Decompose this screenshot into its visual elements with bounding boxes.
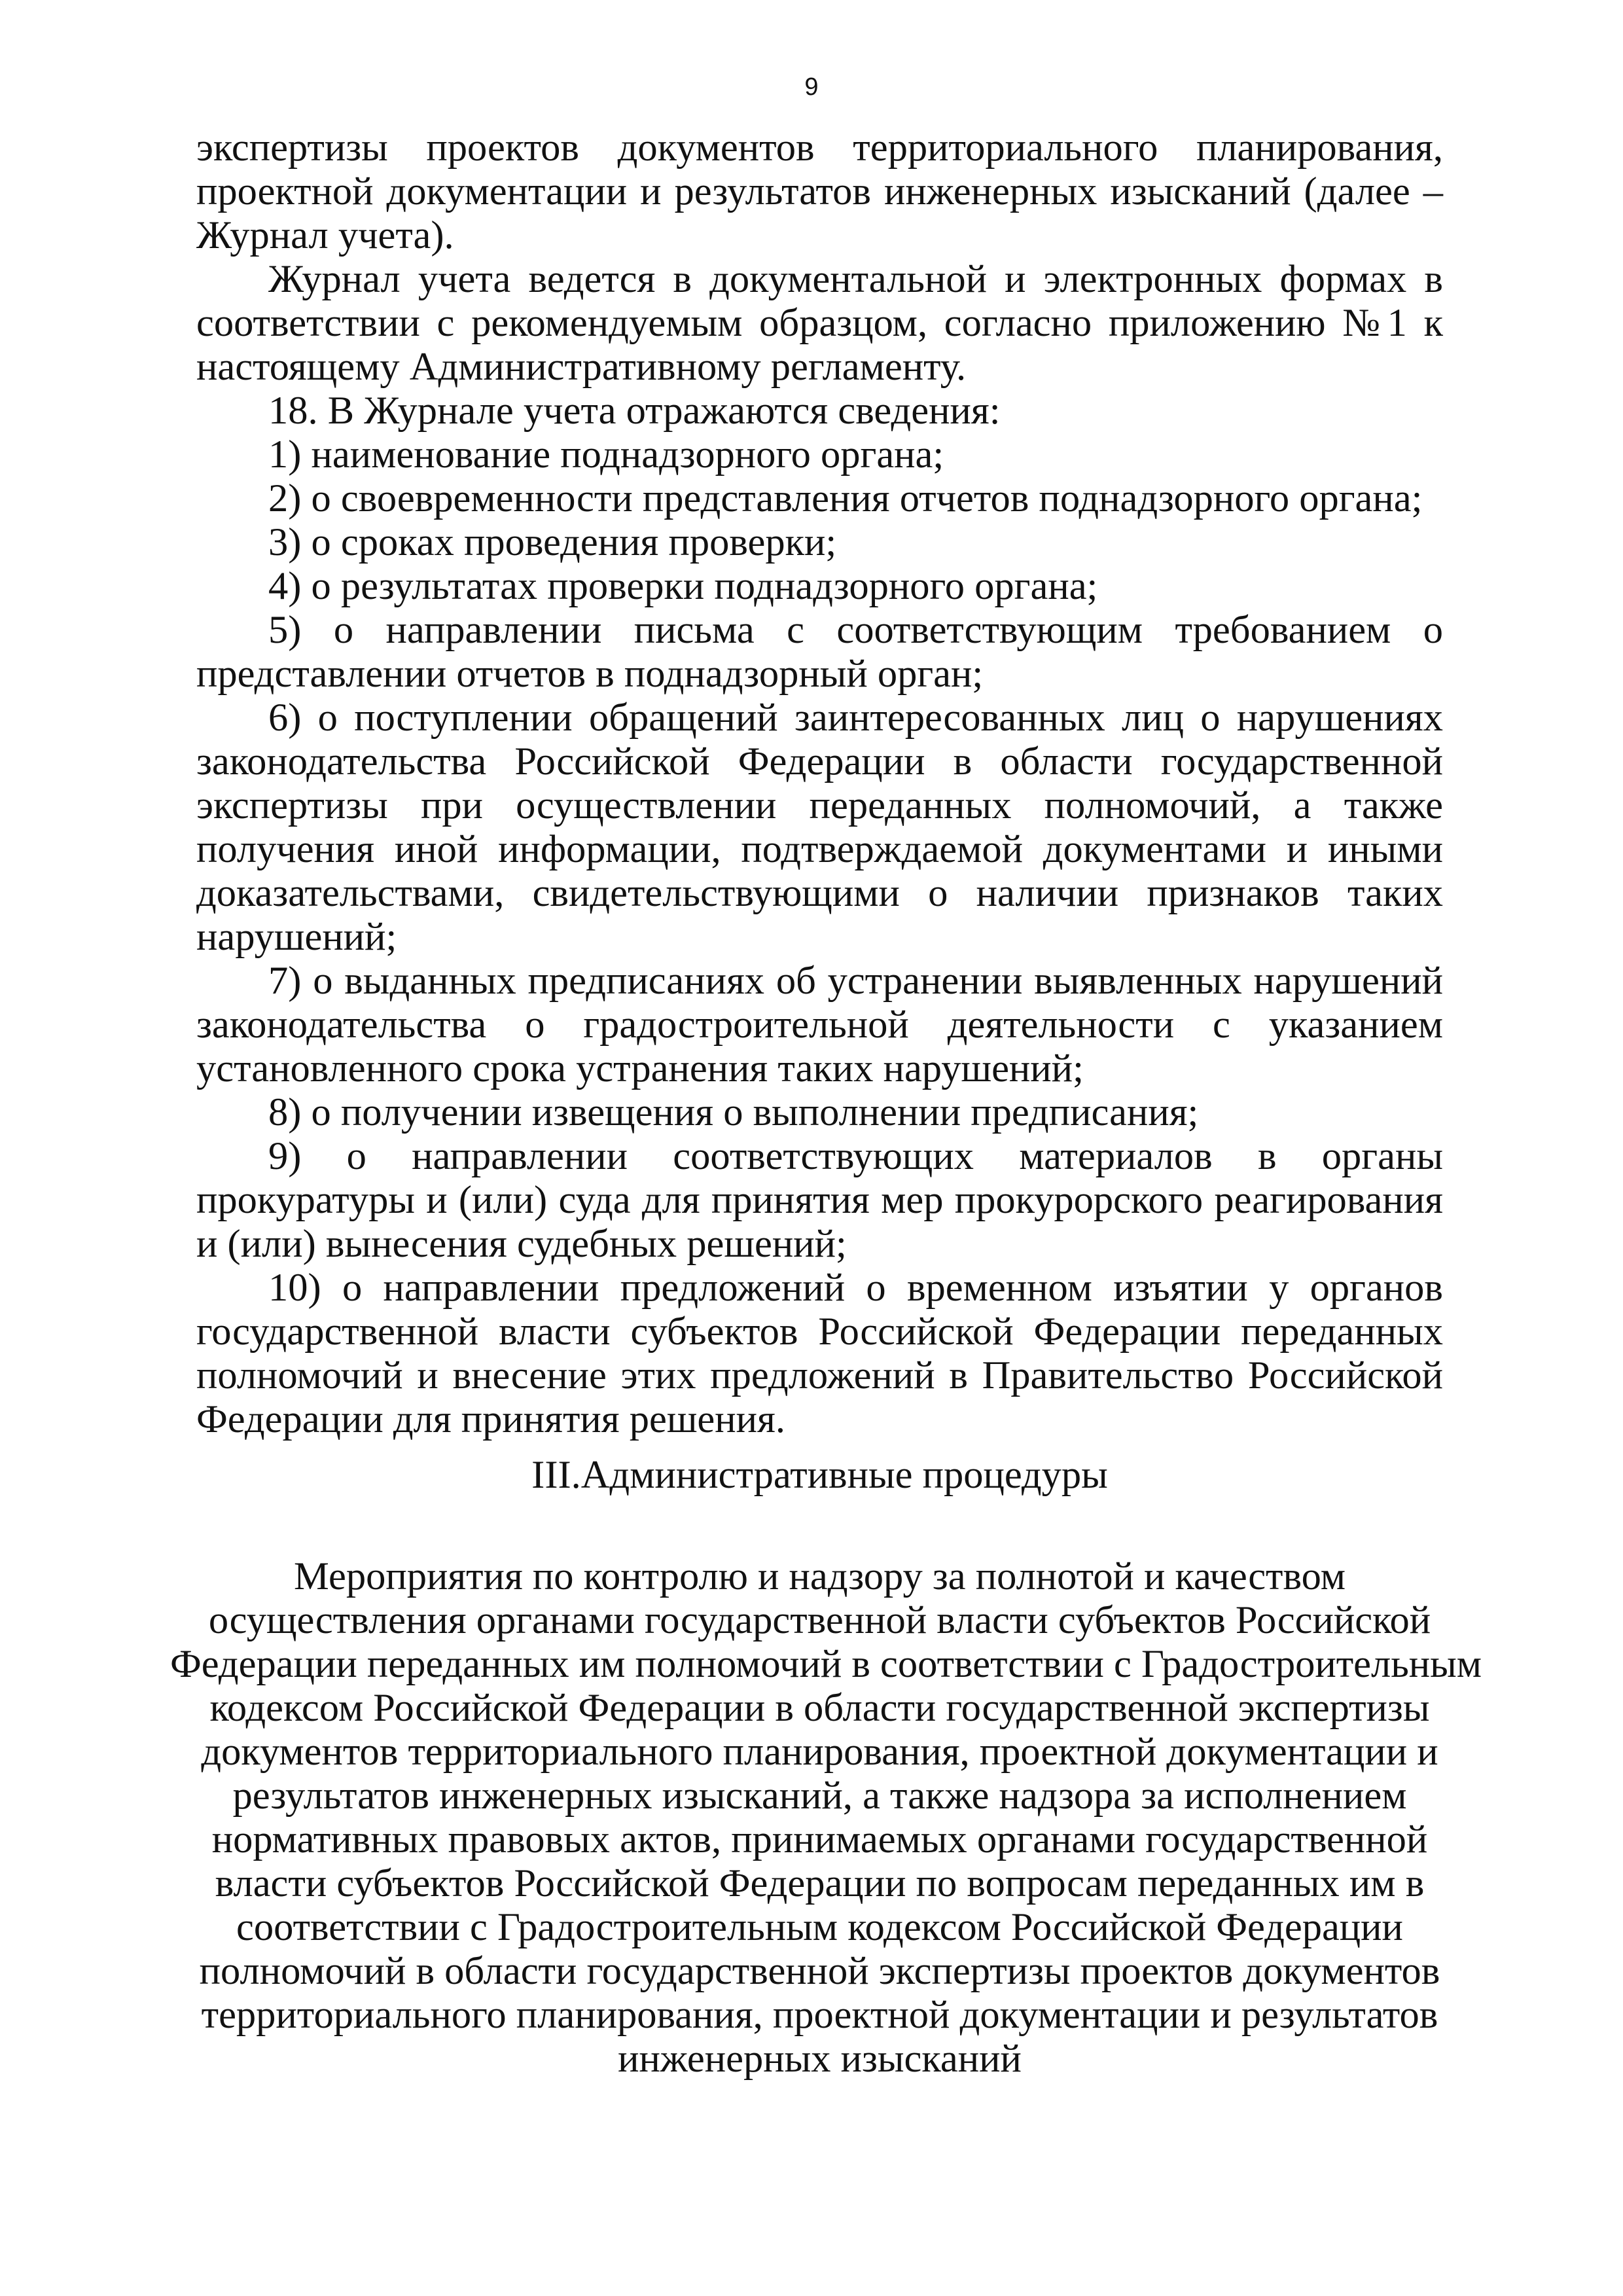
section-title: III.Административные процедуры <box>531 1453 1108 1497</box>
list-item-5: 5) о направлении письма с соответствующим требованием о представлении отчетов в поднадзорный орган; <box>196 608 1443 696</box>
list-item-6: 6) о поступлении обращений заинтересованных лиц о нарушениях законодательства Российской Федерации в области государственной экспертизы при осуществлении переданных полномочий, а также получения иной информации, подтверждаемой документами и иными доказательствами, свидетельствующими о наличии признаков таких нарушений; <box>196 696 1443 959</box>
paragraph-journal-forms: Журнал учета ведется в документальной и электронных формах в соответствии с рекомендуемым образцом, согласно приложению №1 к настоящему Административному регламенту. <box>196 257 1443 389</box>
subsection-title-line: власти субъектов Российской Федерации по вопросам переданных им в <box>215 1861 1425 1905</box>
page-number: 9 <box>804 73 819 101</box>
list-item-4: 4) о результатах проверки поднадзорного органа; <box>268 564 1098 608</box>
subsection-title <box>170 1554 1482 2081</box>
subsection-title-line: результатов инженерных изысканий, а также надзора за исполнением <box>232 1774 1407 1818</box>
subsection-title-line: нормативных правовых актов, принимаемых органами государственной <box>211 1818 1428 1861</box>
document-body <box>196 126 1443 1441</box>
list-item-3: 3) о сроках проведения проверки; <box>268 520 837 564</box>
paragraph-item-18: 18. В Журнале учета отражаются сведения: <box>268 389 1001 433</box>
subsection-title-line: кодексом Российской Федерации в области государственной экспертизы <box>209 1686 1430 1730</box>
subsection-title-line: инженерных изысканий <box>618 2037 1022 2081</box>
subsection-title-line: соответствии с Градостроительным кодексом Российской Федерации <box>236 1905 1403 1949</box>
list-item-7: 7) о выданных предписаниях об устранении выявленных нарушений законодательства о градостроительной деятельности с указанием установленного срока устранения таких нарушений; <box>196 959 1443 1090</box>
subsection-title-line: Федерации переданных им полномочий в соответствии с Градостроительным <box>170 1642 1482 1686</box>
subsection-title-line: полномочий в области государственной экспертизы проектов документов <box>199 1949 1440 1993</box>
subsection-title-line: территориального планирования, проектной документации и результатов <box>201 1993 1438 2037</box>
list-item-9: 9) о направлении соответствующих материалов в органы прокуратуры и (или) суда для принятия мер прокурорского реагирования и (или) вынесения судебных решений; <box>196 1134 1443 1266</box>
list-item-2: 2) о своевременности представления отчетов поднадзорного органа; <box>268 476 1423 520</box>
list-item-8: 8) о получении извещения о выполнении предписания; <box>268 1090 1199 1134</box>
list-item-10: 10) о направлении предложений о временном изъятии у органов государственной власти субъектов Российской Федерации переданных полномочий и внесение этих предложений в Правительство Российской Федерации для принятия решения. <box>196 1266 1443 1441</box>
paragraph-continuation: экспертизы проектов документов территориального планирования, проектной документации и результатов инженерных изысканий (далее – Журнал учета). <box>196 126 1443 257</box>
subsection-title-line: осуществления органами государственной власти субъектов Российской <box>208 1598 1431 1642</box>
list-item-1: 1) наименование поднадзорного органа; <box>268 433 944 476</box>
subsection-title-line: документов территориального планирования, проектной документации и <box>201 1730 1438 1774</box>
subsection-title-line: Мероприятия по контролю и надзору за полнотой и качеством <box>293 1554 1346 1598</box>
